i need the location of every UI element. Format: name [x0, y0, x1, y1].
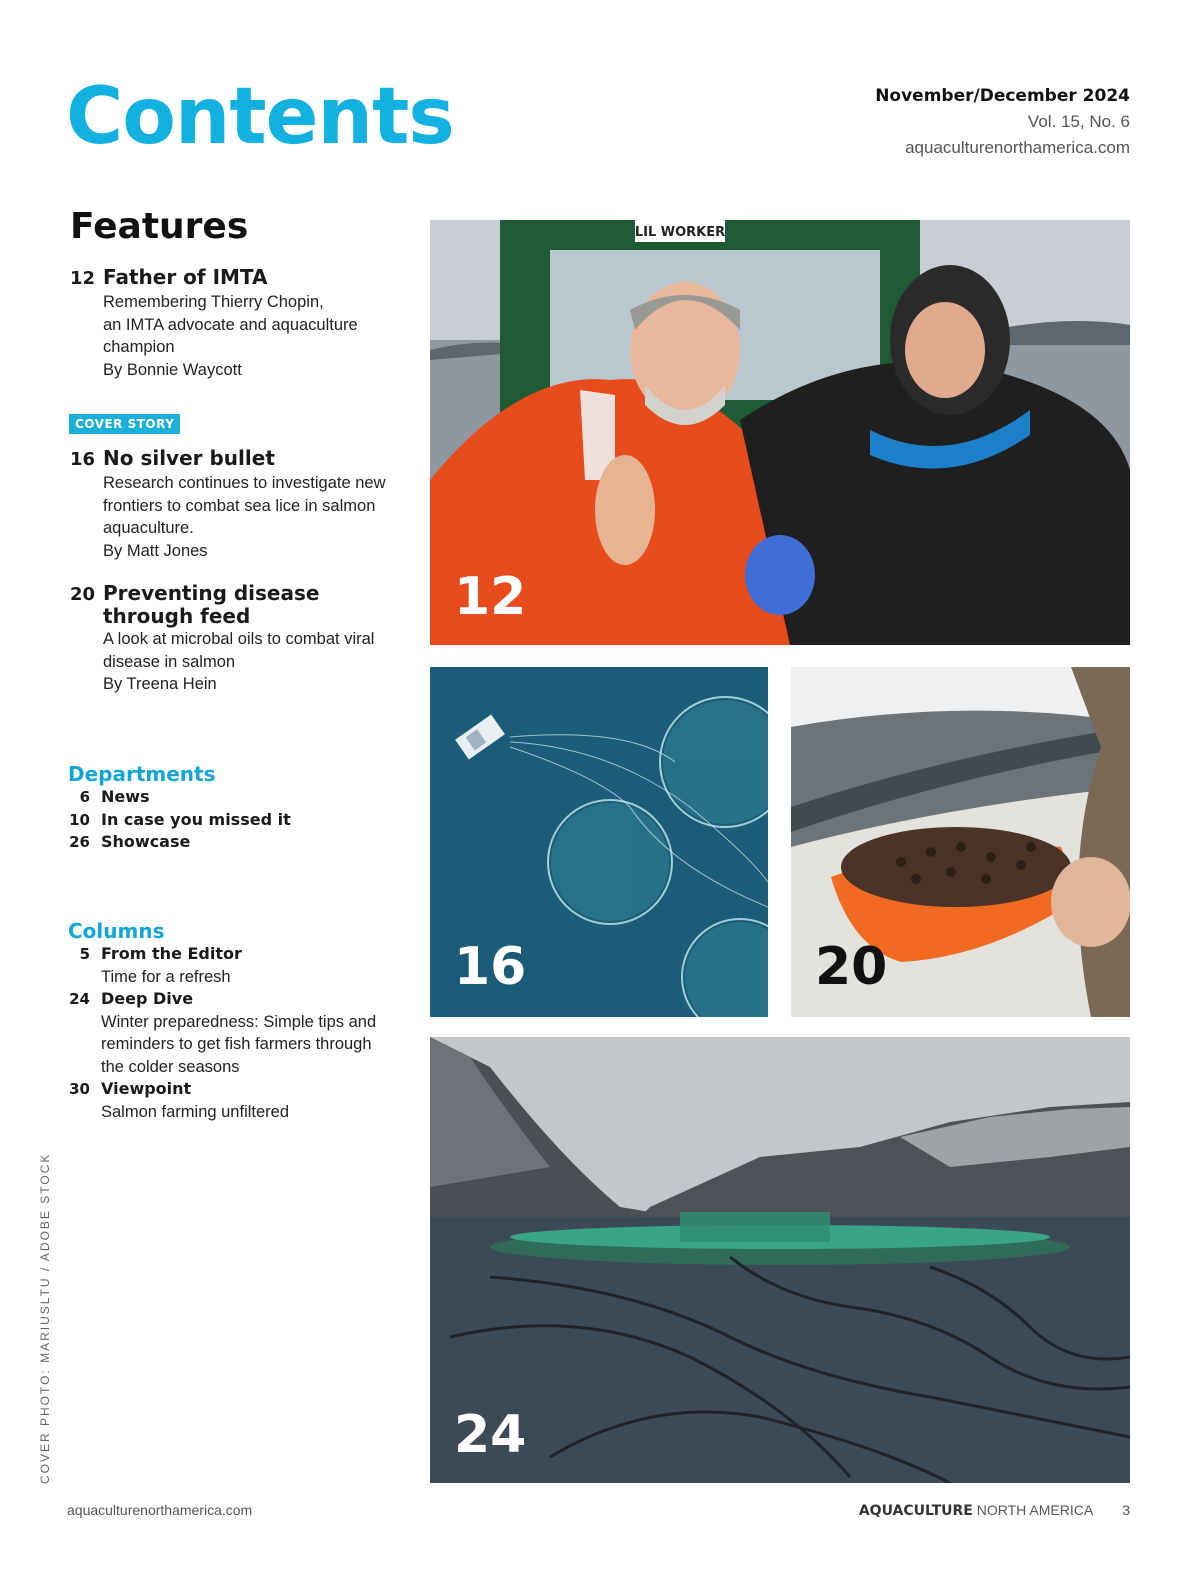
- feature-desc-line: A look at microbal oils to combat viral: [103, 630, 375, 648]
- column-item[interactable]: [68, 988, 408, 1078]
- features-heading: Features: [70, 206, 249, 247]
- feature-page: 12: [70, 268, 96, 289]
- cover-story-badge: COVER STORY: [69, 414, 180, 434]
- boat-sign-text: LIL WORKER: [634, 225, 726, 240]
- column-desc-line: Salmon farming unfiltered: [101, 1102, 290, 1121]
- footer-brand-rest: NORTH AMERICA: [972, 1502, 1093, 1518]
- feature-photo-24[interactable]: [430, 1037, 1130, 1483]
- department-title: News: [101, 787, 150, 806]
- feature-byline: By Treena Hein: [103, 675, 217, 693]
- column-item[interactable]: [68, 1078, 408, 1123]
- feature-desc-line: champion: [103, 338, 175, 356]
- feature-desc-line: Research continues to investigate new: [103, 474, 386, 492]
- photo-credit: COVER PHOTO: MARIUSLTU / ADOBE STOCK: [38, 1152, 52, 1484]
- page-title: Contents: [66, 72, 454, 162]
- column-page: 5: [79, 945, 90, 963]
- feature-title-line: Preventing disease: [103, 581, 320, 605]
- column-desc-line: Time for a refresh: [101, 967, 231, 986]
- footer-brand: [859, 1502, 1130, 1519]
- footer-website[interactable]: aquaculturenorthamerica.com: [67, 1502, 253, 1518]
- page-number: 3: [1122, 1502, 1130, 1518]
- department-item[interactable]: [68, 809, 408, 832]
- feature-title-line: through feed: [103, 604, 251, 628]
- header-website[interactable]: aquaculturenorthamerica.com: [905, 138, 1130, 157]
- feature-photo-20[interactable]: [791, 667, 1130, 1017]
- feature-byline: By Bonnie Waycott: [103, 360, 242, 379]
- column-desc-line: the colder seasons: [101, 1057, 240, 1076]
- feature-page: 20: [70, 584, 96, 605]
- column-item[interactable]: [68, 943, 408, 988]
- department-item[interactable]: [68, 831, 408, 854]
- department-page: 26: [69, 833, 90, 851]
- column-title: Viewpoint: [101, 1079, 192, 1098]
- column-page: 24: [69, 990, 90, 1008]
- department-page: 10: [69, 810, 90, 829]
- feature-desc-line: disease in salmon: [103, 652, 236, 671]
- feature-page: 16: [70, 449, 96, 470]
- feature-desc-line: aquaculture.: [103, 519, 194, 537]
- column-page: 30: [69, 1080, 90, 1098]
- column-desc-line: Winter preparedness: Simple tips and: [101, 1012, 377, 1031]
- feature-title: No silver bullet: [103, 446, 275, 470]
- feature-title: Father of IMTA: [103, 265, 268, 289]
- footer-brand-bold: AQUACULTURE: [858, 1503, 973, 1519]
- department-item[interactable]: [68, 786, 408, 809]
- issue-date: November/December 2024: [875, 86, 1130, 106]
- department-title: In case you missed it: [101, 809, 291, 829]
- boat-crew-illustration: [430, 220, 1130, 645]
- department-title: Showcase: [101, 832, 191, 851]
- feature-photo-16[interactable]: [430, 667, 768, 1017]
- feature-desc-line: frontiers to combat sea lice in salmon: [103, 496, 376, 515]
- feature-photo-12[interactable]: [430, 220, 1130, 645]
- feature-byline: By Matt Jones: [103, 541, 208, 560]
- columns-heading: Columns: [68, 919, 165, 943]
- feature-item[interactable]: [70, 447, 410, 562]
- columns-list: [68, 943, 408, 1123]
- feature-desc-line: Remembering Thierry Chopin,: [103, 293, 324, 311]
- feature-desc-line: an IMTA advocate and aquaculture: [103, 315, 358, 334]
- feature-item[interactable]: [70, 266, 410, 381]
- photo-page-label: 12: [454, 567, 527, 627]
- column-title: From the Editor: [101, 944, 242, 963]
- feature-item[interactable]: [70, 582, 410, 696]
- fjord-pen-illustration: [430, 1037, 1130, 1483]
- photo-page-label: 20: [815, 937, 888, 997]
- column-title: Deep Dive: [101, 989, 194, 1008]
- issue-volume: Vol. 15, No. 6: [1027, 112, 1130, 131]
- department-page: 6: [79, 788, 90, 806]
- photo-page-label: 24: [454, 1405, 527, 1465]
- column-desc-line: reminders to get fish farmers through: [101, 1035, 372, 1053]
- photo-page-label: 16: [454, 937, 527, 997]
- issue-info: [875, 86, 1130, 158]
- departments-heading: Departments: [68, 762, 216, 786]
- departments-list: [68, 786, 408, 854]
